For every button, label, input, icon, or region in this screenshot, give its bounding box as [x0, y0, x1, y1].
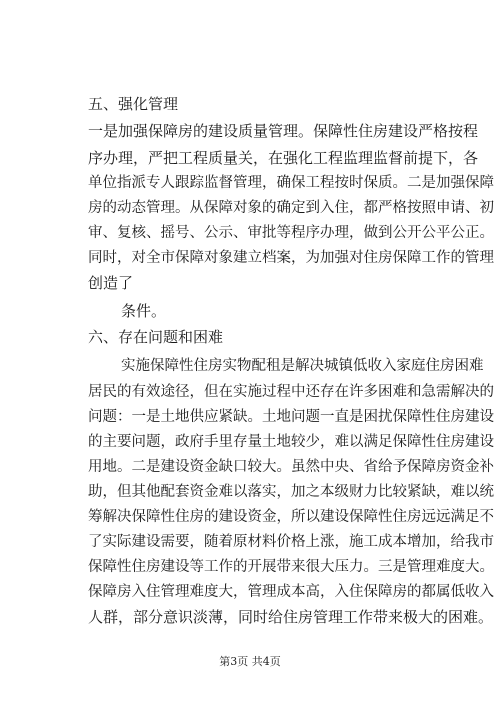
section5-line-8: 条件。: [121, 302, 167, 320]
section6-line-4: 的主要问题，政府手里存量土地较少，难以满足保障性住房建设: [88, 434, 494, 450]
section5-line-1: 一是加强保障房的建设质量管理。保障性住房建设严格按程: [88, 122, 479, 140]
section6-line-8: 了实际建设需要，随着原材料价格上涨，施工成本增加，给我市: [88, 534, 494, 550]
section5-line-6: 同时，对全市保障对象建立档案，为加强对住房保障工作的管理: [88, 250, 494, 266]
section6-heading: 六、存在问题和困难: [88, 328, 224, 346]
section5-line-2: 序办理，严把工程质量关，在强化工程监理监督前提下，各: [88, 149, 479, 167]
section6-line-3: 问题：一是土地供应紧缺。土地问题一直是困扰保障性住房建设: [88, 409, 494, 425]
section6-line-1: 实施保障性住房实物配租是解决城镇低收入家庭住房困难: [121, 358, 484, 374]
section5-line-5: 审、复核、摇号、公示、审批等程序办理，做到公开公平公正。: [88, 225, 494, 241]
section6-line-7: 筹解决保障性住房的建设资金，所以建设保障性住房远远满足不: [88, 509, 494, 525]
section5-line-4: 房的动态管理。从保障对象的确定到入住，都严格按照申请、初: [88, 200, 494, 216]
section6-line-5: 用地。二是建设资金缺口较大。虽然中央、省给予保障房资金补: [88, 459, 494, 475]
section5-heading: 五、强化管理: [88, 95, 179, 113]
section6-line-6: 助，但其他配套资金难以落实，加之本级财力比较紧缺，难以统: [88, 484, 494, 500]
section5-line-3: 单位指派专人跟踪监督管理，确保工程按时保质。二是加强保障: [88, 175, 494, 191]
section5-line-7: 创造了: [88, 274, 134, 292]
page-number-footer: 第3页 共4页: [219, 655, 281, 668]
section6-line-2: 居民的有效途径，但在实施过程中还存在许多困难和急需解决的: [88, 384, 494, 400]
section6-line-10: 保障房入住管理难度大，管理成本高，入住保障房的都属低收入: [88, 584, 494, 600]
section6-line-9: 保障性住房建设等工作的开展带来很大压力。三是管理难度大。: [88, 559, 494, 575]
section6-line-11: 人群，部分意识淡薄，同时给住房管理工作带来极大的困难。: [88, 608, 494, 626]
